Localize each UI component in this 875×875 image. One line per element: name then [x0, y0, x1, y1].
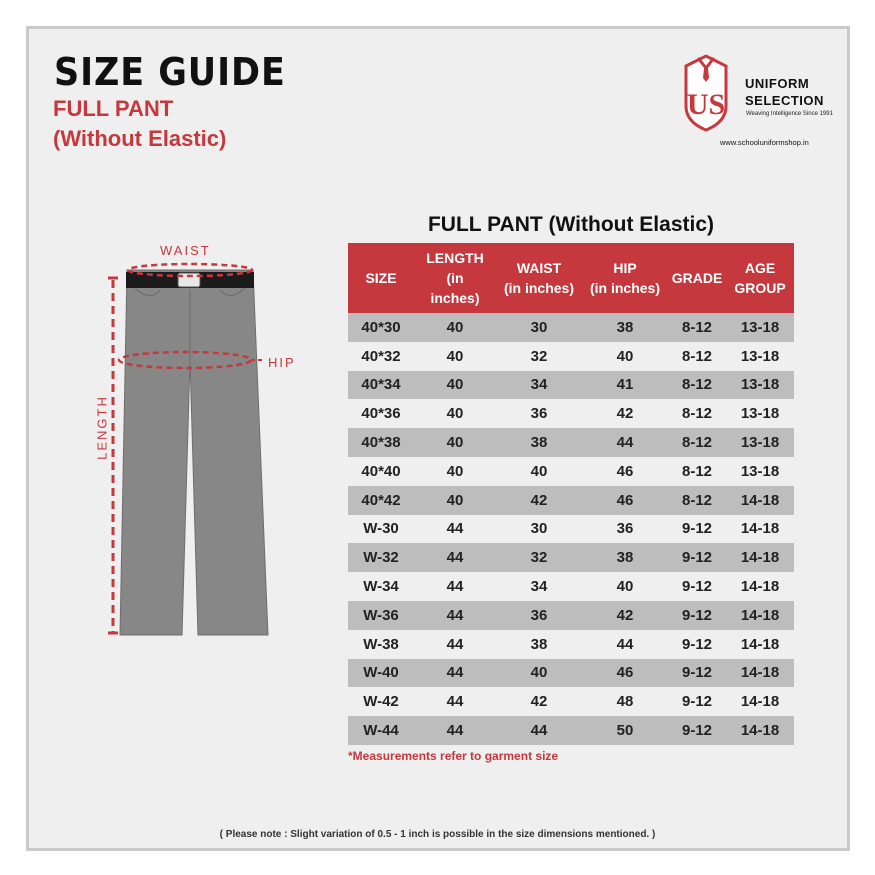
header-grade: GRADE	[668, 243, 726, 313]
cell-hip: 44	[616, 635, 634, 653]
header-size: SIZE	[348, 243, 414, 313]
cell-size: W-30	[363, 520, 399, 538]
header-length: LENGTH (in inches)	[414, 243, 496, 313]
table-row	[348, 659, 794, 688]
cell-waist: 34	[496, 371, 582, 400]
cell-hip: 46	[616, 462, 634, 480]
cell-waist: 36	[496, 601, 582, 630]
cell-hip: 48	[616, 693, 634, 711]
cell-grade: 9-12	[681, 520, 713, 538]
cell-length: 44	[446, 520, 464, 538]
variation-note: ( Please note : Slight variation of 0.5 - 1 inch is possible in the size dimensions mentioned. )	[219, 829, 656, 840]
cell-size: 40*40	[361, 462, 401, 480]
cell-waist: 30	[530, 520, 548, 538]
page-title: SIZE GUIDE	[54, 50, 286, 94]
cell-hip: 42	[616, 405, 634, 423]
cell-hip: 44	[582, 428, 668, 457]
header-hip: HIP (in inches)	[582, 243, 668, 313]
size-table	[348, 243, 794, 745]
cell-hip: 38	[582, 543, 668, 572]
page-subtitle-line2: (Without Elastic)	[53, 126, 227, 151]
cell-age: 13-18	[726, 428, 794, 457]
cell-size: W-34	[363, 578, 399, 596]
cell-size: 40*42	[348, 486, 414, 515]
cell-grade: 9-12	[668, 659, 726, 688]
cell-length: 40	[446, 462, 464, 480]
table-row	[348, 601, 794, 630]
table-row	[348, 313, 794, 342]
table-row	[348, 515, 794, 544]
cell-length: 40	[414, 428, 496, 457]
table-footnote: *Measurements refer to garment size	[348, 749, 559, 763]
brand-name-line2: SELECTION	[745, 93, 824, 108]
pant-illustration	[80, 240, 310, 640]
cell-age: 14-18	[726, 543, 794, 572]
cell-grade: 9-12	[668, 543, 726, 572]
cell-age: 13-18	[740, 405, 780, 423]
cell-size: W-32	[348, 543, 414, 572]
cell-age: 14-18	[740, 693, 780, 711]
cell-size: 40*32	[361, 347, 401, 365]
cell-grade: 8-12	[681, 462, 713, 480]
table-row	[348, 716, 794, 745]
cell-length: 44	[414, 601, 496, 630]
cell-waist: 42	[530, 693, 548, 711]
cell-age: 14-18	[726, 716, 794, 745]
cell-hip: 46	[582, 486, 668, 515]
cell-waist: 32	[496, 543, 582, 572]
cell-grade: 8-12	[668, 371, 726, 400]
cell-grade: 9-12	[668, 601, 726, 630]
cell-age: 14-18	[740, 635, 780, 653]
table-row	[348, 687, 794, 716]
cell-length: 40	[446, 347, 464, 365]
cell-age: 13-18	[740, 462, 780, 480]
cell-waist: 30	[496, 313, 582, 342]
cell-age: 14-18	[726, 659, 794, 688]
table-row	[348, 342, 794, 371]
cell-grade: 9-12	[668, 716, 726, 745]
cell-grade: 8-12	[668, 428, 726, 457]
cell-length: 40	[446, 405, 464, 423]
table-row	[348, 543, 794, 572]
cell-length: 44	[414, 716, 496, 745]
cell-waist: 44	[496, 716, 582, 745]
table-row	[348, 457, 794, 486]
cell-grade: 8-12	[668, 313, 726, 342]
cell-size: 40*36	[361, 405, 401, 423]
logo-mark: US	[686, 88, 726, 121]
header-age-group: AGE GROUP	[726, 243, 794, 313]
pant-body	[120, 270, 268, 635]
cell-grade: 9-12	[681, 578, 713, 596]
cell-grade: 9-12	[681, 693, 713, 711]
cell-grade: 8-12	[681, 347, 713, 365]
cell-waist: 32	[530, 347, 548, 365]
cell-age: 14-18	[740, 578, 780, 596]
cell-size: W-42	[363, 693, 399, 711]
header-waist: WAIST (in inches)	[496, 243, 582, 313]
cell-length: 40	[414, 313, 496, 342]
cell-hip: 46	[582, 659, 668, 688]
cell-age: 13-18	[740, 347, 780, 365]
cell-age: 14-18	[726, 486, 794, 515]
cell-length: 44	[446, 693, 464, 711]
table-row	[348, 630, 794, 659]
table-row	[348, 371, 794, 400]
cell-grade: 8-12	[681, 405, 713, 423]
table-row	[348, 486, 794, 515]
cell-grade: 8-12	[668, 486, 726, 515]
waist-label: WAIST	[160, 243, 211, 258]
page-subtitle-line1: FULL PANT	[53, 96, 174, 121]
cell-size: 40*30	[348, 313, 414, 342]
cell-length: 40	[414, 486, 496, 515]
cell-length: 44	[414, 659, 496, 688]
cell-hip: 38	[582, 313, 668, 342]
hip-label: HIP	[268, 355, 296, 370]
cell-waist: 40	[530, 462, 548, 480]
cell-age: 14-18	[740, 520, 780, 538]
cell-age: 14-18	[726, 601, 794, 630]
cell-size: 40*34	[348, 371, 414, 400]
cell-hip: 40	[616, 347, 634, 365]
brand-tagline: Weaving Intelligence Since 1991	[746, 111, 833, 117]
cell-length: 44	[414, 543, 496, 572]
cell-size: 40*38	[348, 428, 414, 457]
cell-waist: 38	[530, 635, 548, 653]
cell-hip: 40	[616, 578, 634, 596]
cell-waist: 38	[496, 428, 582, 457]
table-row	[348, 399, 794, 428]
cell-size: W-44	[348, 716, 414, 745]
cell-waist: 40	[496, 659, 582, 688]
cell-hip: 36	[616, 520, 634, 538]
table-row	[348, 572, 794, 601]
cell-length: 44	[446, 578, 464, 596]
cell-size: W-38	[363, 635, 399, 653]
cell-grade: 9-12	[681, 635, 713, 653]
cell-waist: 34	[530, 578, 548, 596]
cell-hip: 50	[582, 716, 668, 745]
table-row	[348, 428, 794, 457]
length-label: LENGTH	[94, 395, 110, 460]
brand-website: www.schooluniformshop.in	[720, 138, 809, 147]
cell-hip: 41	[582, 371, 668, 400]
cell-size: W-40	[348, 659, 414, 688]
cell-size: W-36	[348, 601, 414, 630]
brand-name-line1: UNIFORM	[745, 76, 810, 91]
cell-age: 13-18	[726, 313, 794, 342]
table-header-row	[348, 243, 794, 313]
cell-hip: 42	[582, 601, 668, 630]
cell-waist: 42	[496, 486, 582, 515]
cell-waist: 36	[530, 405, 548, 423]
table-title: FULL PANT (Without Elastic)	[427, 213, 714, 236]
cell-length: 44	[446, 635, 464, 653]
cell-age: 13-18	[726, 371, 794, 400]
cell-length: 40	[414, 371, 496, 400]
